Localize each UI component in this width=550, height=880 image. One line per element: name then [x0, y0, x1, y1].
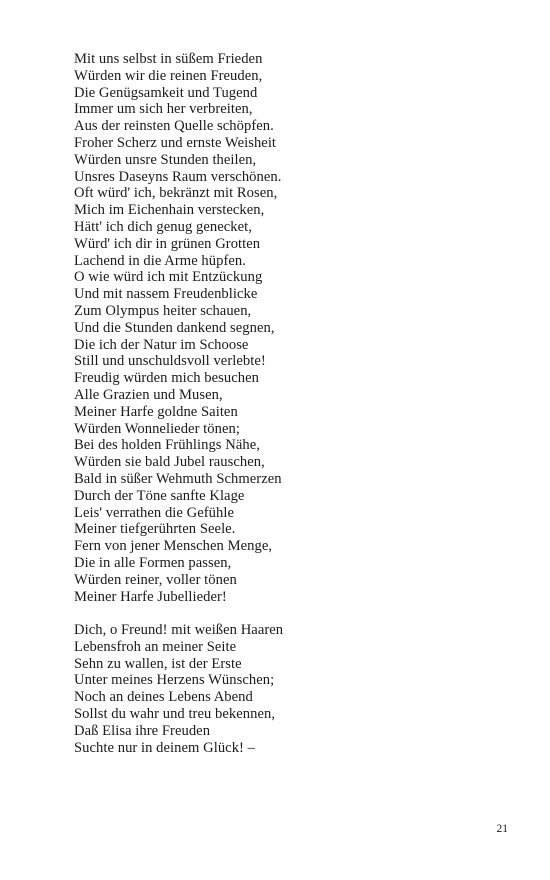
poem-line: Dich, o Freund! mit weißen Haaren — [74, 622, 284, 638]
poem-line: Unter meines Herzens Wünschen; — [74, 672, 275, 689]
poem-line: Immer um sich her verbreiten, — [74, 101, 253, 118]
poem-line: Freudig würden mich besuchen — [74, 370, 259, 387]
poem-line: Die in alle Formen passen, — [74, 554, 232, 571]
poem-line: Würden wir die reinen Freuden, — [74, 67, 263, 84]
poem-line: Unsres Daseyns Raum verschönen. — [74, 168, 282, 185]
poem-line: Lebensfroh an meiner Seite — [74, 638, 237, 655]
poem-line: Oft würd' ich, bekränzt mit Rosen, — [74, 185, 278, 202]
poem-line: Zum Olympus heiter schauen, — [74, 302, 252, 319]
poem-line: Würd' ich dir in grünen Grotten — [74, 235, 261, 252]
poem-line: Die ich der Natur im Schoose — [74, 336, 249, 353]
poem-line: Leis' verrathen die Gefühle — [74, 504, 234, 521]
poem-line: Die Genügsamkeit und Tugend — [74, 84, 258, 101]
poem-line: Sehn zu wallen, ist der Erste — [74, 655, 242, 672]
poem-line: Durch der Töne sanfte Klage — [74, 487, 245, 504]
poem-line: Suchte nur in deinem Glück! – — [74, 739, 255, 756]
poem-line: Froher Scherz und ernste Weisheit — [74, 134, 277, 151]
poem-line: Meiner Harfe Jubellieder! — [74, 588, 227, 605]
poem-line: Mit uns selbst in süßem Frieden — [74, 51, 263, 67]
poem-line: Still und unschuldsvoll verlebte! — [74, 353, 266, 370]
poem-line: Lachend in die Arme hüpfen. — [74, 252, 246, 269]
poem-line: O wie würd ich mit Entzückung — [74, 269, 263, 286]
poem-line: Würden unsre Stunden theilen, — [74, 151, 257, 168]
poem-line: Würden reiner, voller tönen — [74, 571, 237, 588]
poem-line: Und mit nassem Freudenblicke — [74, 286, 258, 303]
page-number: 21 — [496, 823, 508, 835]
poem-line: Alle Grazien und Musen, — [74, 386, 223, 403]
poem-line: Bei des holden Frühlings Nähe, — [74, 437, 260, 454]
poem-line: Mich im Eichenhain verstecken, — [74, 202, 265, 219]
poem-line: Sollst du wahr und treu bekennen, — [74, 705, 276, 722]
poem-line: Meiner tiefgerührten Seele. — [74, 521, 236, 538]
stanza-2 — [74, 622, 283, 756]
poem-line: Aus der reinsten Quelle schöpfen. — [74, 118, 274, 135]
poem-line: Und die Stunden dankend segnen, — [74, 319, 275, 336]
poem-line: Bald in süßer Wehmuth Schmerzen — [74, 470, 282, 487]
poem-line: Hätt' ich dich genug genecket, — [74, 218, 252, 235]
stanza-1 — [74, 51, 282, 605]
poem-line: Fern von jener Menschen Menge, — [74, 538, 273, 555]
poem-line: Würden sie bald Jubel rauschen, — [74, 454, 265, 471]
poem-line: Meiner Harfe goldne Saiten — [74, 403, 238, 420]
poem-line: Daß Elisa ihre Freuden — [74, 722, 211, 739]
poem-line: Würden Wonnelieder tönen; — [74, 420, 240, 437]
poem-line: Noch an deines Lebens Abend — [74, 689, 253, 706]
